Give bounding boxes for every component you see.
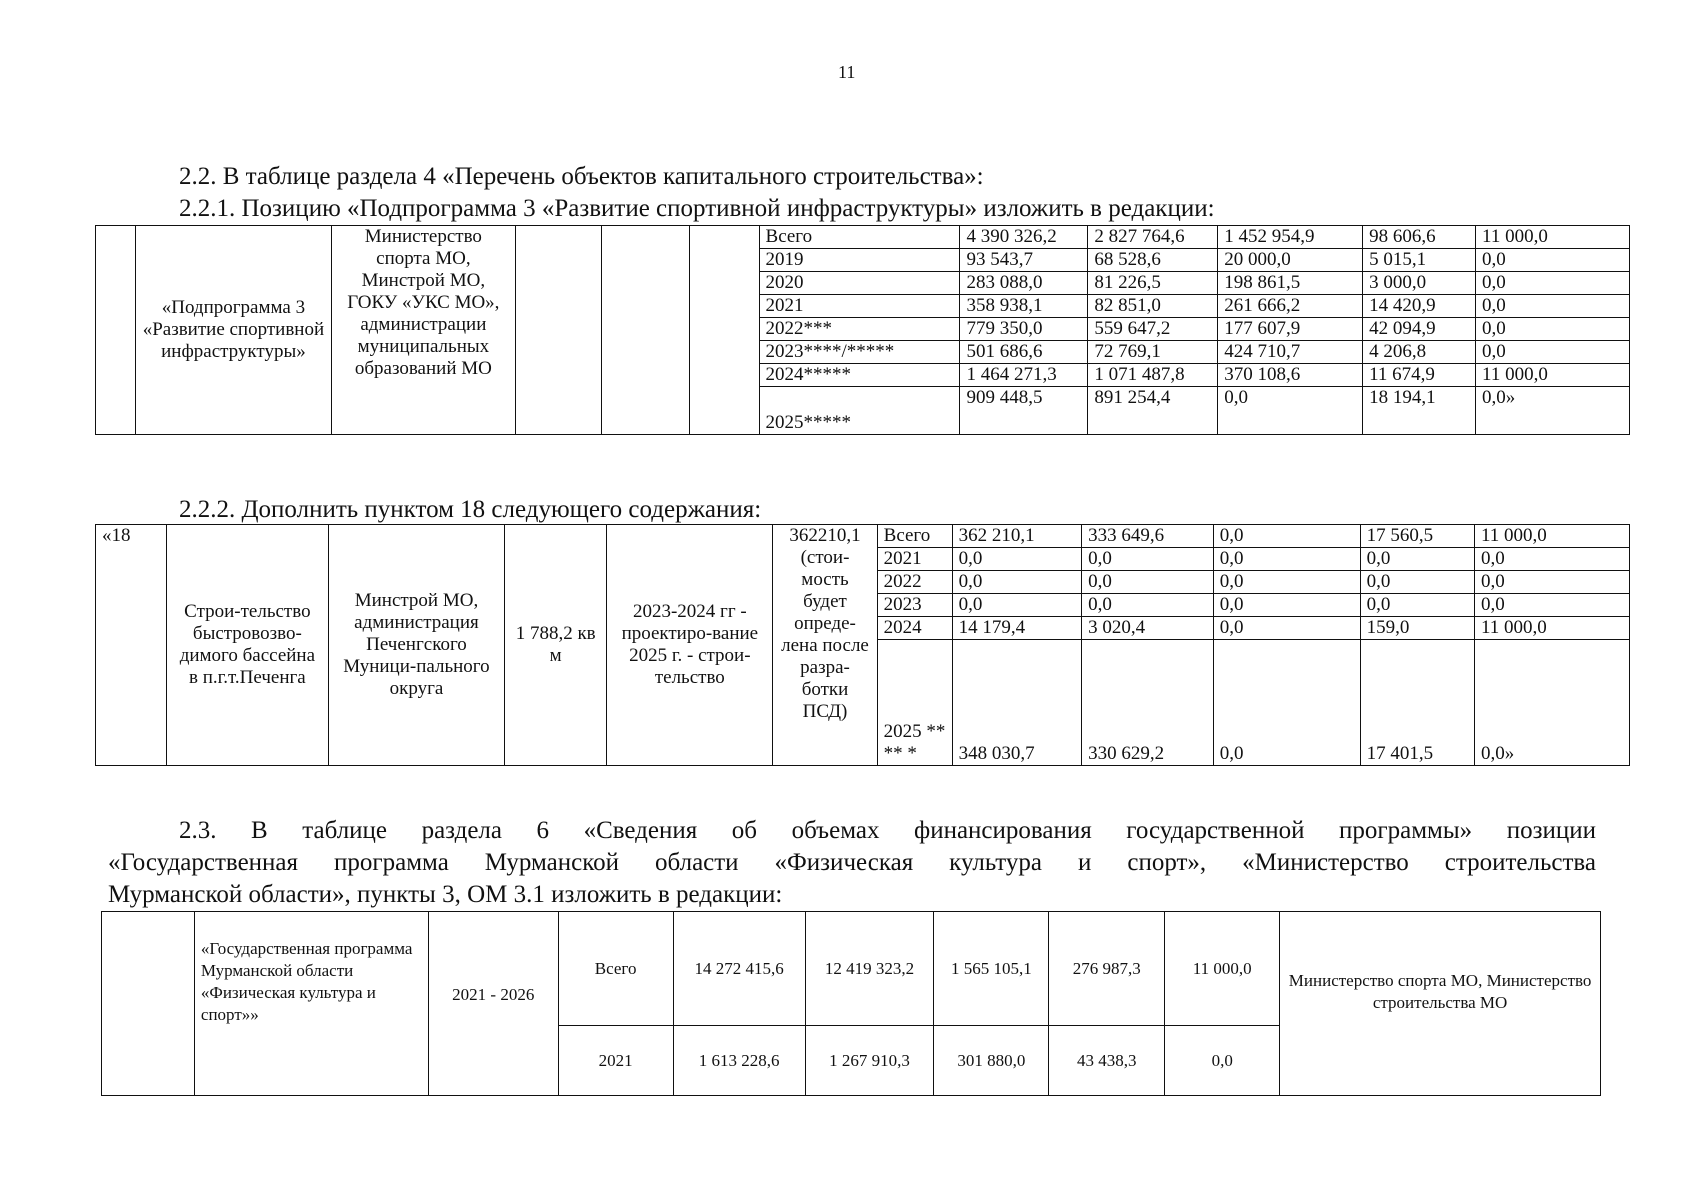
value-cell: 11 000,0 [1475,525,1630,548]
value-cell: 0,0 [1360,594,1474,617]
value-cell: 98 606,6 [1363,226,1476,249]
year-cell: 2023****/***** [759,341,960,364]
executor-cell: Министерство спорта МО, Министерство строительства МО [1280,912,1601,1096]
capacity-cell: 1 788,2 кв м [505,525,607,766]
value-cell: 3 020,4 [1082,617,1214,640]
value-cell: 1 613 228,6 [673,1026,805,1096]
value-cell: 0,0 [1360,571,1474,594]
value-cell: 11 674,9 [1363,364,1476,387]
subprogram-name-cell: «Подпрограмма 3 «Развитие спортивной инфраструктуры» [135,226,331,435]
value-cell: 11 000,0 [1475,617,1630,640]
year-cell: Всего [877,525,952,548]
value-cell: 0,0 [1476,272,1630,295]
year-cell: 2022*** [759,318,960,341]
value-cell: 2 827 764,6 [1088,226,1218,249]
value-cell: 0,0 [952,594,1082,617]
section-2-3-line-1: 2.3. В таблице раздела 6 «Сведения об объемах финансирования государственной программы» позиции [179,817,1596,844]
object-name-cell: Строи-тельство быстровозво-димого бассейна в п.г.т.Печенга [166,525,328,766]
value-cell: 20 000,0 [1218,249,1363,272]
section-2-2-heading: 2.2. В таблице раздела 4 «Перечень объектов капитального строительства»: [179,163,984,190]
year-cell: 2023 [877,594,952,617]
value-cell: 0,0 [1218,387,1363,435]
value-cell: 909 448,5 [960,387,1088,435]
value-cell: 370 108,6 [1218,364,1363,387]
table-row [96,525,1630,548]
value-cell: 0,0 [1475,594,1630,617]
value-cell: 0,0 [1213,525,1360,548]
value-cell: 0,0 [1082,571,1214,594]
value-cell: 5 015,1 [1363,249,1476,272]
year-cell: 2020 [759,272,960,295]
value-cell: 261 666,2 [1218,295,1363,318]
value-cell: 283 088,0 [960,272,1088,295]
value-cell: 1 071 487,8 [1088,364,1218,387]
value-cell: 177 607,9 [1218,318,1363,341]
year-cell: 2025 **** * [877,640,952,766]
year-cell: Всего [759,226,960,249]
value-cell: 42 094,9 [1363,318,1476,341]
value-cell: 1 267 910,3 [805,1026,934,1096]
row-number-cell [96,226,136,435]
value-cell: 17 560,5 [1360,525,1474,548]
value-cell: 0,0 [1082,548,1214,571]
value-cell: 0,0 [1213,617,1360,640]
empty-cell [601,226,689,435]
value-cell: 301 880,0 [934,1026,1049,1096]
value-cell: 1 452 954,9 [1218,226,1363,249]
value-cell: 1 464 271,3 [960,364,1088,387]
value-cell: 11 000,0 [1476,226,1630,249]
year-cell: 2024 [877,617,952,640]
value-cell: 4 390 326,2 [960,226,1088,249]
value-cell: 424 710,7 [1218,341,1363,364]
value-cell: 0,0 [1476,295,1630,318]
value-cell: 11 000,0 [1476,364,1630,387]
cost-cell: 362210,1 (стои-мость будет опреде-лена после разра-ботки ПСД) [773,525,877,766]
year-cell: Всего [558,912,673,1026]
value-cell: 779 350,0 [960,318,1088,341]
page-number: 11 [838,62,856,82]
item-number-cell: «18 [96,525,167,766]
capital-objects-table-item-18 [95,524,1630,766]
value-cell: 0,0 [952,571,1082,594]
value-cell: 501 686,6 [960,341,1088,364]
value-cell: 891 254,4 [1088,387,1218,435]
value-cell: 0,0 [1476,318,1630,341]
responsible-cell: Минстрой МО, администрация Печенгского Муници-пального округа [328,525,504,766]
value-cell: 12 419 323,2 [805,912,934,1026]
value-cell: 0,0 [1213,571,1360,594]
year-cell: 2019 [759,249,960,272]
year-cell: 2024***** [759,364,960,387]
value-cell: 14 179,4 [952,617,1082,640]
value-cell: 43 438,3 [1049,1026,1165,1096]
value-cell: 330 629,2 [1082,640,1214,766]
section-2-2-2-heading: 2.2.2. Дополнить пунктом 18 следующего содержания: [179,496,762,523]
year-cell: 2025***** [759,387,960,435]
period-cell: 2023-2024 гг - проектиро-вание 2025 г. - строи-тельство [607,525,773,766]
year-cell: 2021 [558,1026,673,1096]
value-cell: 0,0 [1476,341,1630,364]
value-cell: 559 647,2 [1088,318,1218,341]
value-cell: 14 420,9 [1363,295,1476,318]
value-cell: 3 000,0 [1363,272,1476,295]
value-cell: 68 528,6 [1088,249,1218,272]
value-cell: 276 987,3 [1049,912,1165,1026]
value-cell: 0,0 [1475,548,1630,571]
value-cell: 333 649,6 [1082,525,1214,548]
value-cell: 0,0 [1213,548,1360,571]
empty-cell [102,912,195,1096]
empty-cell [515,226,601,435]
table-row [102,912,1601,1026]
value-cell: 159,0 [1360,617,1474,640]
period-cell: 2021 - 2026 [428,912,558,1096]
value-cell: 0,0 [1082,594,1214,617]
year-cell: 2022 [877,571,952,594]
table-row [96,226,1630,249]
empty-cell [689,226,759,435]
value-cell: 81 226,5 [1088,272,1218,295]
value-cell: 198 861,5 [1218,272,1363,295]
section-2-3-line-2: «Государственная программа Мурманской области «Физическая культура и спорт», «Министерство строительства [108,849,1596,876]
value-cell: 362 210,1 [952,525,1082,548]
value-cell: 11 000,0 [1165,912,1280,1026]
value-cell: 0,0 [1475,571,1630,594]
value-cell: 0,0 [1213,640,1360,766]
value-cell: 93 543,7 [960,249,1088,272]
value-cell: 358 938,1 [960,295,1088,318]
section-2-3-line-3: Мурманской области», пункты 3, ОМ 3.1 изложить в редакции: [108,881,783,908]
value-cell: 17 401,5 [1360,640,1474,766]
year-cell: 2021 [759,295,960,318]
value-cell: 4 206,8 [1363,341,1476,364]
value-cell: 0,0 [1476,249,1630,272]
value-cell: 1 565 105,1 [934,912,1049,1026]
value-cell: 0,0 [1165,1026,1280,1096]
program-name-cell: «Государственная программа Мурманской области «Физическая культура и спорт»» [194,912,428,1096]
value-cell: 82 851,0 [1088,295,1218,318]
value-cell: 0,0 [1360,548,1474,571]
value-cell: 348 030,7 [952,640,1082,766]
value-cell: 72 769,1 [1088,341,1218,364]
capital-objects-table-subprogram-3 [95,225,1630,435]
value-cell: 0,0» [1475,640,1630,766]
year-cell: 2021 [877,548,952,571]
value-cell: 14 272 415,6 [673,912,805,1026]
value-cell: 0,0 [952,548,1082,571]
responsible-cell: Министерство спорта МО, Минстрой МО, ГОКУ «УКС МО», администрации муниципальных образований МО [331,226,515,435]
value-cell: 0,0 [1213,594,1360,617]
financing-table [101,911,1601,1096]
value-cell: 0,0» [1476,387,1630,435]
value-cell: 18 194,1 [1363,387,1476,435]
section-2-2-1-heading: 2.2.1. Позицию «Подпрограмма 3 «Развитие спортивной инфраструктуры» изложить в редакции: [179,195,1215,222]
